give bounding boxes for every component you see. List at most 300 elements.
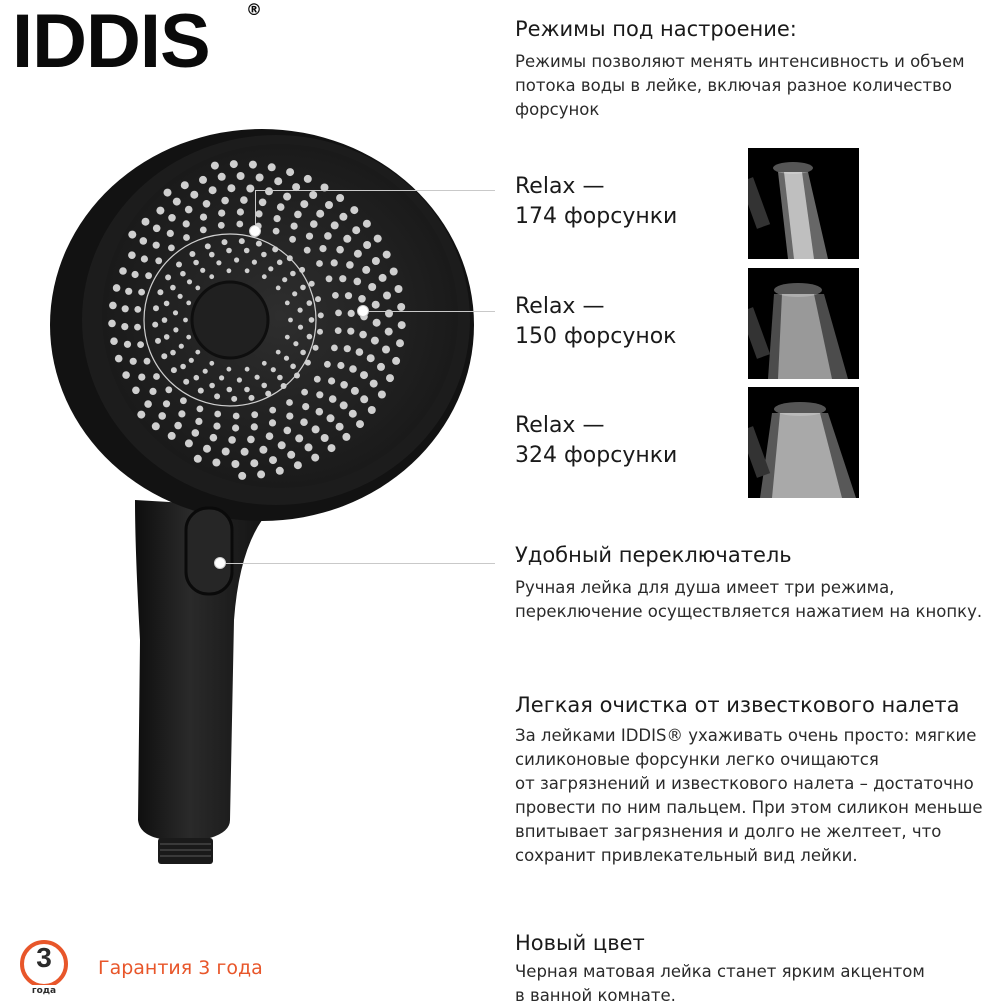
- nozzle-dot: [313, 345, 319, 351]
- switch-title: Удобный переключатель: [515, 543, 792, 567]
- nozzle-dot: [222, 239, 228, 245]
- nozzle-dot: [236, 221, 243, 228]
- nozzle-dot: [390, 268, 398, 276]
- nozzle-dot: [226, 248, 232, 254]
- nozzle-dot: [359, 331, 367, 339]
- cleaning-title: Легкая очистка от известкового налета: [515, 693, 960, 717]
- brand-logo: IDDIS: [12, 0, 210, 84]
- nozzle-dot: [352, 226, 360, 234]
- nozzle-dot: [200, 227, 207, 234]
- nozzle-dot: [247, 436, 255, 444]
- nozzle-dot: [331, 259, 338, 266]
- nozzle-dot: [277, 375, 283, 381]
- nozzle-dot: [317, 329, 323, 335]
- cleaning-line-2: силиконовые форсунки легко очищаются: [515, 750, 879, 769]
- nozzle-dot: [343, 235, 351, 243]
- nozzle-dot: [152, 422, 160, 430]
- warranty-unit: года: [29, 985, 59, 997]
- nozzle-dot: [316, 408, 324, 416]
- nozzle-dot: [383, 251, 391, 259]
- nozzle-dot: [176, 262, 182, 268]
- nozzle-dot: [234, 257, 239, 262]
- nozzle-dot: [250, 459, 258, 467]
- cleaning-line-1: За лейками IDDIS® ухаживать очень просто: мягкие: [515, 726, 977, 745]
- nozzle-dot: [360, 371, 368, 379]
- nozzle-dot: [238, 472, 246, 480]
- spray-photo-mode-1: [748, 148, 859, 259]
- nozzle-dot: [163, 400, 170, 407]
- nozzle-dot: [316, 210, 324, 218]
- nozzle-dot: [368, 283, 376, 291]
- spray-photo-mode-2: [748, 268, 859, 379]
- warranty-number: 3: [36, 942, 52, 973]
- nozzle-dot: [173, 327, 178, 332]
- cleaning-line-5: впитывает загрязнения и долго не желтеет, что: [515, 822, 942, 841]
- nozzle-dot: [340, 381, 348, 389]
- cleaning-line-3: от загрязнений и известкового налета – достаточно: [515, 774, 974, 793]
- nozzle-dot: [173, 198, 181, 206]
- spray-photo-mode-3: [748, 387, 859, 498]
- nozzle-dot: [210, 434, 218, 442]
- mode-item-1-count: 174 форсунки: [515, 204, 678, 229]
- nozzle-dot: [316, 260, 323, 267]
- nozzle-dot: [274, 215, 281, 222]
- nozzle-dot: [153, 242, 160, 249]
- nozzle-dot: [311, 454, 319, 462]
- nozzle-dot: [328, 377, 335, 384]
- nozzle-dot: [170, 350, 176, 356]
- nozzle-dot: [392, 357, 400, 365]
- nozzle-dot: [211, 162, 219, 170]
- nozzle-dot: [209, 274, 214, 279]
- nozzle-dot: [193, 260, 199, 266]
- leader-line-mode-2: [365, 311, 495, 312]
- modes-title: Режимы под настроение:: [515, 17, 797, 41]
- nozzle-dot: [221, 197, 229, 205]
- nozzle-dot: [178, 410, 185, 417]
- nozzle-dot: [327, 414, 335, 422]
- nozzle-dot: [259, 199, 267, 207]
- nozzle-dot: [119, 267, 127, 275]
- nozzle-dot: [153, 225, 161, 233]
- nozzle-dot: [328, 444, 336, 452]
- nozzle-dot: [149, 388, 156, 395]
- mode-item-2-name: Relax —: [515, 294, 605, 319]
- nozzle-dot: [277, 203, 285, 211]
- nozzle-dot: [336, 194, 344, 202]
- nozzle-dot: [231, 460, 239, 468]
- nozzle-dot: [261, 383, 267, 389]
- nozzle-dot: [121, 323, 128, 330]
- nozzle-dot: [332, 292, 339, 299]
- leader-line-mode-1: [255, 190, 495, 191]
- nozzle-dot: [262, 361, 267, 366]
- leader-dot-mode-2: [357, 305, 369, 317]
- nozzle-dot: [132, 387, 140, 395]
- nozzle-dot: [137, 341, 144, 348]
- leader-dot-switch: [214, 557, 226, 569]
- nozzle-dot: [203, 369, 208, 374]
- nozzle-dot: [309, 317, 315, 323]
- warranty-text: Гарантия 3 года: [98, 957, 263, 979]
- nozzle-dot: [386, 374, 394, 382]
- nozzle-dot: [269, 456, 277, 464]
- nozzle-dot: [140, 237, 148, 245]
- nozzle-dot: [283, 193, 291, 201]
- nozzle-dot: [367, 354, 375, 362]
- nozzle-dot: [324, 361, 331, 368]
- nozzle-dot: [171, 367, 177, 373]
- nozzle-dot: [294, 211, 302, 219]
- nozzle-dot: [227, 268, 232, 273]
- nozzle-dot: [237, 208, 244, 215]
- nozzle-dot: [383, 292, 391, 300]
- cleaning-section: [515, 692, 990, 868]
- nozzle-dot: [108, 320, 116, 328]
- nozzle-dot: [173, 310, 178, 315]
- nozzle-dot: [255, 375, 260, 380]
- nozzle-dot: [261, 252, 267, 258]
- nozzle-dot: [342, 433, 350, 441]
- nozzle-dot: [144, 400, 152, 408]
- nozzle-dot: [285, 301, 290, 306]
- nozzle-dot: [241, 448, 249, 456]
- nozzle-dot: [337, 362, 344, 369]
- nozzle-dot: [378, 391, 386, 399]
- nozzle-dot: [285, 335, 290, 340]
- nozzle-dot: [245, 367, 250, 372]
- nozzle-dot: [271, 367, 276, 372]
- nozzle-dot: [128, 251, 136, 259]
- mode-item-3: [515, 411, 677, 471]
- nozzle-dot: [373, 319, 381, 327]
- nozzle-dot: [180, 397, 187, 404]
- nozzle-dot: [348, 310, 355, 317]
- nozzle-dot: [181, 181, 189, 189]
- nozzle-dot: [162, 317, 168, 323]
- nozzle-dot: [122, 305, 129, 312]
- nozzle-dot: [290, 364, 296, 370]
- nozzle-dot: [295, 434, 303, 442]
- nozzle-dot: [266, 432, 274, 440]
- nozzle-dot: [178, 294, 183, 299]
- nozzle-dot: [244, 248, 250, 254]
- nozzle-dot: [382, 346, 390, 354]
- nozzle-dot: [168, 214, 176, 222]
- nozzle-dot: [306, 233, 313, 240]
- nozzle-dot: [324, 232, 332, 240]
- nozzle-dot: [219, 375, 224, 380]
- nozzle-dot: [277, 260, 283, 266]
- nozzle-dot: [372, 257, 380, 265]
- nozzle-dot: [168, 432, 176, 440]
- nozzle-dot: [310, 220, 318, 228]
- nozzle-dot: [304, 247, 311, 254]
- nozzle-dot: [203, 445, 211, 453]
- nozzle-dot: [269, 407, 276, 414]
- nozzle-dot: [164, 301, 170, 307]
- nozzle-dot: [286, 413, 293, 420]
- nozzle-dot: [153, 305, 159, 311]
- nozzle-dot: [209, 252, 215, 258]
- nozzle-dot: [164, 334, 170, 340]
- nozzle-dot: [339, 213, 347, 221]
- nozzle-dot: [239, 238, 245, 244]
- nozzle-dot: [294, 461, 302, 469]
- mode-item-2: [515, 292, 676, 352]
- nozzle-dot: [292, 291, 297, 296]
- nozzle-dot: [309, 191, 317, 199]
- nozzle-dot: [185, 206, 193, 214]
- nozzle-dot: [227, 184, 235, 192]
- nozzle-dot: [165, 386, 172, 393]
- nozzle-dot: [368, 406, 376, 414]
- nozzle-dot: [329, 395, 337, 403]
- nozzle-dot: [274, 177, 282, 185]
- nozzle-dot: [287, 451, 295, 459]
- nozzle-dot: [293, 341, 298, 346]
- nozzle-dot: [183, 220, 190, 227]
- nozzle-dot: [156, 207, 164, 215]
- nozzle-dot: [144, 358, 151, 365]
- nozzle-dot: [145, 272, 152, 279]
- nozzle-dot: [237, 172, 245, 180]
- nozzle-dot: [128, 231, 136, 239]
- leader-line-mode-1-vertical: [255, 190, 256, 230]
- nozzle-dot: [194, 455, 202, 463]
- nozzle-dot: [305, 443, 313, 451]
- nozzle-dot: [284, 356, 289, 361]
- nozzle-dot: [278, 441, 286, 449]
- nozzle-dot: [262, 274, 267, 279]
- nozzle-dot: [142, 218, 150, 226]
- nozzle-dot: [362, 266, 370, 274]
- leader-line-switch: [222, 563, 495, 564]
- nozzle-dot: [284, 427, 292, 435]
- nozzle-dot: [276, 350, 281, 355]
- nozzle-dot: [257, 470, 265, 478]
- nozzle-dot: [325, 201, 333, 209]
- nozzle-dot: [183, 234, 190, 241]
- nozzle-dot: [347, 328, 354, 335]
- nozzle-dot: [372, 301, 380, 309]
- nozzle-dot: [300, 200, 308, 208]
- nozzle-dot: [395, 285, 403, 293]
- nozzle-dot: [379, 274, 387, 282]
- nozzle-dot: [179, 344, 184, 349]
- nozzle-dot: [251, 411, 258, 418]
- nozzle-dot: [152, 322, 158, 328]
- nozzle-dot: [197, 406, 204, 413]
- nozzle-dot: [374, 235, 382, 243]
- nozzle-dot: [167, 230, 174, 237]
- nozzle-dot: [183, 318, 188, 323]
- nozzle-dot: [218, 173, 226, 181]
- nozzle-dot: [339, 275, 346, 282]
- nozzle-dot: [216, 260, 221, 265]
- nozzle-dot: [371, 337, 379, 345]
- nozzle-dot: [356, 420, 364, 428]
- nozzle-dot: [153, 373, 160, 380]
- mode-item-3-name: Relax —: [515, 413, 605, 438]
- nozzle-dot: [346, 261, 354, 269]
- nozzle-dot: [200, 214, 207, 221]
- nozzle-dot: [256, 174, 264, 182]
- nozzle-dot: [331, 345, 338, 352]
- nozzle-dot: [157, 289, 163, 295]
- nozzle-dot: [189, 358, 194, 363]
- nozzle-dot: [363, 241, 371, 249]
- modes-line-1: Режимы позволяют менять интенсивность и объем: [515, 52, 965, 71]
- nozzle-dot: [385, 328, 393, 336]
- nozzle-dot: [110, 337, 118, 345]
- nozzle-dot: [174, 422, 182, 430]
- nozzle-dot: [351, 387, 359, 395]
- nozzle-dot: [358, 295, 366, 303]
- nozzle-dot: [360, 395, 368, 403]
- nozzle-dot: [218, 210, 225, 217]
- nozzle-dot: [155, 338, 161, 344]
- modes-line-3: форсунок: [515, 100, 600, 119]
- nozzle-dot: [259, 446, 267, 454]
- nozzle-dot: [168, 245, 175, 252]
- nozzle-dot: [155, 257, 162, 264]
- nozzle-dot: [141, 255, 148, 262]
- nozzle-dot: [249, 395, 255, 401]
- nozzle-dot: [164, 189, 172, 197]
- nozzle-dot: [161, 353, 167, 359]
- nozzle-dot: [316, 391, 323, 398]
- nozzle-dot: [227, 367, 232, 372]
- nozzle-dot: [289, 236, 296, 243]
- nozzle-dot: [246, 185, 254, 193]
- switch-line-2: переключение осуществляется нажатием на кнопку.: [515, 602, 983, 621]
- nozzle-dot: [190, 191, 198, 199]
- nozzle-dot: [268, 163, 276, 171]
- nozzle-dot: [286, 399, 293, 406]
- nozzle-dot: [354, 278, 362, 286]
- nozzle-dot: [195, 418, 202, 425]
- nozzle-dot: [203, 200, 211, 208]
- nozzle-dot: [273, 228, 280, 235]
- nozzle-dot: [186, 335, 191, 340]
- nozzle-dot: [192, 429, 200, 437]
- nozzle-dot: [397, 303, 405, 311]
- nozzle-dot: [132, 271, 139, 278]
- cleaning-line-4: провести по ним пальцем. При этом силикон меньше: [515, 798, 983, 817]
- mode-item-2-count: 150 форсунок: [515, 324, 677, 349]
- nozzle-dot: [130, 358, 137, 365]
- nozzle-dot: [199, 176, 207, 184]
- nozzle-dot: [180, 364, 186, 370]
- nozzle-dot: [354, 250, 362, 258]
- nozzle-dot: [252, 260, 257, 265]
- nozzle-dot: [286, 168, 294, 176]
- nozzle-dot: [218, 222, 225, 229]
- nozzle-dot: [276, 286, 281, 291]
- nozzle-dot: [194, 375, 200, 381]
- nozzle-dot: [282, 277, 287, 282]
- leader-dot-mode-1: [249, 225, 261, 237]
- nozzle-dot: [134, 306, 141, 313]
- nozzle-dot: [230, 160, 238, 168]
- nozzle-dot: [377, 363, 385, 371]
- nozzle-dot: [255, 210, 262, 217]
- nozzle-dot: [195, 286, 200, 291]
- nozzle-dot: [195, 350, 200, 355]
- nozzle-dot: [183, 379, 189, 385]
- nozzle-dot: [209, 186, 217, 194]
- color-line-2: в ванной комнате.: [515, 986, 676, 1005]
- nozzle-dot: [331, 221, 339, 229]
- nozzle-dot: [307, 300, 313, 306]
- nozzle-dot: [398, 321, 406, 329]
- nozzle-dot: [340, 401, 348, 409]
- nozzle-dot: [122, 371, 130, 379]
- nozzle-dot: [124, 341, 131, 348]
- nozzle-dot: [290, 271, 296, 277]
- nozzle-dot: [370, 380, 378, 388]
- nozzle-dot: [187, 279, 192, 284]
- color-line-1: Черная матовая лейка станет ярким акцентом: [515, 962, 925, 981]
- nozzle-dot: [269, 419, 276, 426]
- nozzle-dot: [222, 448, 230, 456]
- nozzle-dot: [185, 439, 193, 447]
- nozzle-dot: [165, 274, 171, 280]
- nozzle-dot: [245, 268, 250, 273]
- nozzle-dot: [307, 334, 313, 340]
- nozzle-dot: [335, 327, 342, 334]
- nozzle-dot: [109, 302, 117, 310]
- nozzle-dot: [189, 251, 195, 257]
- nozzle-dot: [233, 413, 240, 420]
- nozzle-dot: [300, 418, 308, 426]
- nozzle-dot: [319, 245, 326, 252]
- nozzle-dot: [237, 377, 242, 382]
- nozzle-dot: [318, 312, 324, 318]
- nozzle-dot: [158, 412, 166, 420]
- nozzle-dot: [268, 266, 273, 271]
- nozzle-dot: [214, 411, 221, 418]
- nozzle-dot: [349, 410, 357, 418]
- shower-head-illustration: [40, 120, 520, 880]
- nozzle-dot: [249, 161, 257, 169]
- mode-item-1-name: Relax —: [515, 174, 605, 199]
- nozzle-dot: [134, 324, 141, 331]
- nozzle-dot: [115, 355, 123, 363]
- nozzle-dot: [336, 423, 344, 431]
- nozzle-dot: [138, 289, 145, 296]
- nozzle-dot: [300, 350, 306, 356]
- nozzle-dot: [265, 187, 273, 195]
- nozzle-dot: [214, 393, 220, 399]
- nozzle-dot: [304, 175, 312, 183]
- nozzle-dot: [240, 196, 248, 204]
- color-title: Новый цвет: [515, 931, 645, 955]
- color-section: [515, 930, 990, 1008]
- switch-line-1: Ручная лейка для душа имеет три режима,: [515, 578, 895, 597]
- nozzle-dot: [209, 361, 214, 366]
- nozzle-dot: [212, 459, 220, 467]
- nozzle-dot: [298, 308, 303, 313]
- nozzle-dot: [298, 325, 303, 330]
- registered-mark: ®: [246, 0, 262, 19]
- nozzle-dot: [232, 424, 239, 431]
- nozzle-dot: [113, 284, 121, 292]
- nozzle-dot: [350, 206, 358, 214]
- nozzle-dot: [321, 434, 329, 442]
- nozzle-dot: [256, 241, 262, 247]
